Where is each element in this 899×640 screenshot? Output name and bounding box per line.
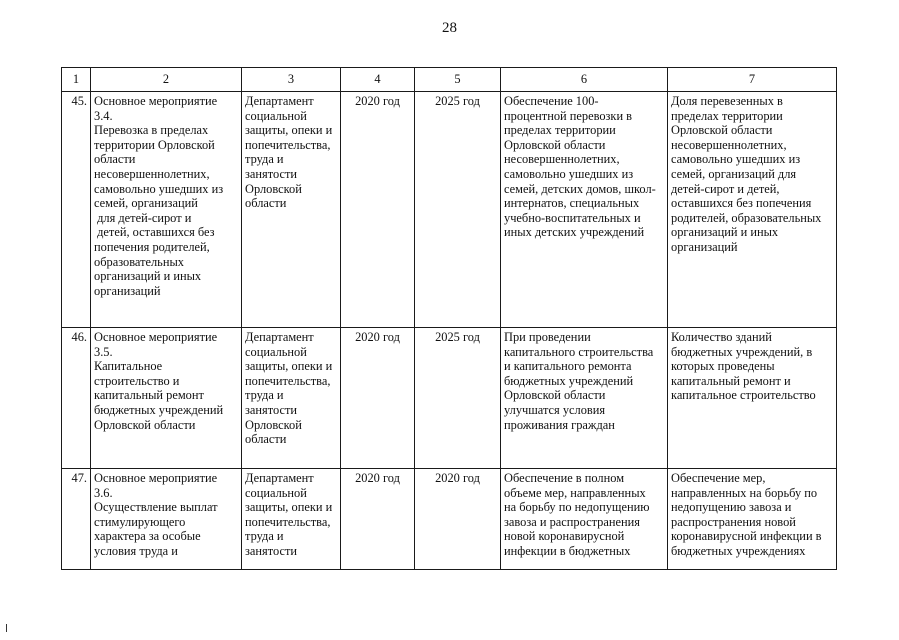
result-line: интернатов, специальных — [504, 196, 640, 211]
indicator-line: семей, организаций для — [671, 166, 797, 181]
row-number: 46. — [62, 328, 91, 469]
executor-line: области — [245, 196, 287, 211]
table-row — [62, 328, 837, 469]
measure-line: семей, организаций — [94, 196, 198, 211]
result-line: процентной перевозки в — [504, 108, 633, 123]
result-line: Орловской области — [504, 137, 606, 152]
result-line: Обеспечение в полном — [504, 471, 625, 485]
executor-line: Департамент — [245, 471, 314, 485]
indicator-line: пределах территории — [671, 108, 783, 123]
row-number: 45. — [62, 92, 91, 328]
measure-line: капитальный ремонт — [94, 388, 204, 403]
result-line: несовершеннолетних, — [504, 152, 620, 167]
measure-line: Перевозка в пределах — [94, 123, 209, 138]
result-line: завоза и распространения — [504, 514, 640, 529]
executor-line: защиты, опеки и — [245, 359, 333, 374]
executor-line: защиты, опеки и — [245, 123, 333, 138]
result-line: улучшатся условия — [504, 402, 606, 417]
column-header-3: 3 — [242, 68, 341, 92]
measure-cell — [91, 328, 242, 469]
indicator-line: распространения новой — [671, 514, 796, 529]
executor-line: социальной — [245, 344, 307, 359]
result-line: самовольно ушедших из — [504, 166, 634, 181]
measure-line: 3.4. — [94, 108, 113, 123]
measure-line: 3.5. — [94, 344, 113, 359]
indicator-line: которых проведены — [671, 359, 775, 374]
end-year: 2025 год — [415, 92, 501, 328]
executor-cell — [242, 92, 341, 328]
measure-line: организаций и иных — [94, 269, 202, 284]
start-year: 2020 год — [341, 328, 415, 469]
scan-margin-mark — [6, 624, 7, 632]
indicator-line: капитальное строительство — [671, 388, 816, 403]
result-line: Орловской области — [504, 388, 606, 403]
result-line: и капитального ремонта — [504, 359, 632, 374]
measure-line: несовершеннолетних, — [94, 166, 210, 181]
executor-cell — [242, 469, 341, 570]
measure-line: строительство и — [94, 373, 180, 388]
measure-line: детей, оставшихся без — [94, 225, 215, 240]
measure-line: попечения родителей, — [94, 239, 210, 254]
result-line: иных детских учреждений — [504, 225, 645, 240]
column-header-1: 1 — [62, 68, 91, 92]
measure-line: Осуществление выплат — [94, 500, 218, 515]
executor-line: труда и — [245, 152, 284, 167]
end-year: 2020 год — [415, 469, 501, 570]
start-year: 2020 год — [341, 469, 415, 570]
indicator-line: организаций — [671, 239, 738, 254]
result-line: новой коронавирусной — [504, 529, 625, 544]
executor-cell — [242, 328, 341, 469]
measure-line: Основное мероприятие — [94, 94, 218, 108]
executor-line: социальной — [245, 485, 307, 500]
table-row — [62, 92, 837, 328]
measure-line: для детей-сирот и — [94, 210, 192, 225]
result-line: бюджетных учреждений — [504, 373, 634, 388]
measure-line: самовольно ушедших из — [94, 181, 224, 196]
executor-line: попечительства, — [245, 514, 331, 529]
executor-line: защиты, опеки и — [245, 500, 333, 515]
measure-line: Орловской области — [94, 417, 196, 432]
measure-line: Капитальное — [94, 359, 163, 374]
executor-line: занятости — [245, 402, 298, 417]
result-line: семей, детских домов, школ- — [504, 181, 656, 196]
indicator-line: родителей, образовательных — [671, 210, 822, 225]
result-line: При проведении — [504, 330, 591, 344]
column-header-6: 6 — [501, 68, 668, 92]
executor-line: области — [245, 432, 287, 447]
column-header-5: 5 — [415, 68, 501, 92]
measure-line: условия труда и — [94, 543, 178, 558]
indicator-line: Количество зданий — [671, 330, 772, 344]
indicator-line: коронавирусной инфекции в — [671, 529, 822, 544]
column-header-7: 7 — [668, 68, 837, 92]
indicator-line: самовольно ушедших из — [671, 152, 801, 167]
indicator-line: детей-сирот и детей, — [671, 181, 780, 196]
executor-line: Орловской — [245, 181, 302, 196]
indicator-line: Орловской области — [671, 123, 773, 138]
indicator-line: недопущению завоза и — [671, 500, 792, 515]
executor-line: труда и — [245, 529, 284, 544]
result-line: инфекции в бюджетных — [504, 543, 631, 558]
program-measures-table — [61, 67, 837, 570]
column-header-4: 4 — [341, 68, 415, 92]
indicator-line: бюджетных учреждениях — [671, 543, 806, 558]
table-row — [62, 469, 837, 570]
indicator-line: Доля перевезенных в — [671, 94, 783, 108]
header-row — [62, 68, 837, 92]
measure-line: организаций — [94, 283, 161, 298]
result-line: на борьбу по недопущению — [504, 500, 650, 515]
page-number: 28 — [442, 20, 457, 36]
measure-line: территории Орловской — [94, 137, 215, 152]
result-line: пределах территории — [504, 123, 616, 138]
measure-line: 3.6. — [94, 485, 113, 500]
indicator-line: бюджетных учреждений, в — [671, 344, 813, 359]
indicator-line: организаций и иных — [671, 225, 779, 240]
indicator-line: направленных на борьбу по — [671, 485, 818, 500]
indicator-cell — [668, 92, 837, 328]
executor-line: попечительства, — [245, 373, 331, 388]
end-year: 2025 год — [415, 328, 501, 469]
column-header-2: 2 — [91, 68, 242, 92]
measure-line: Основное мероприятие — [94, 471, 218, 485]
measure-cell — [91, 92, 242, 328]
result-line: проживания граждан — [504, 417, 615, 432]
measure-line: области — [94, 152, 136, 167]
result-line: Обеспечение 100- — [504, 94, 599, 108]
result-line: капитального строительства — [504, 344, 654, 359]
executor-line: занятости — [245, 543, 298, 558]
indicator-line: капитальный ремонт и — [671, 373, 791, 388]
start-year: 2020 год — [341, 92, 415, 328]
executor-line: Департамент — [245, 94, 314, 108]
executor-line: попечительства, — [245, 137, 331, 152]
row-number: 47. — [62, 469, 91, 570]
executor-line: занятости — [245, 166, 298, 181]
measure-line: образовательных — [94, 254, 184, 269]
measure-line: бюджетных учреждений — [94, 402, 224, 417]
measure-cell — [91, 469, 242, 570]
executor-line: Орловской — [245, 417, 302, 432]
indicator-line: Обеспечение мер, — [671, 471, 766, 485]
indicator-cell — [668, 328, 837, 469]
indicator-cell — [668, 469, 837, 570]
measure-line: стимулирующего — [94, 514, 186, 529]
result-line: объеме мер, направленных — [504, 485, 646, 500]
executor-line: труда и — [245, 388, 284, 403]
result-cell — [501, 328, 668, 469]
result-line: учебно-воспитательных и — [504, 210, 641, 225]
measure-line: Основное мероприятие — [94, 330, 218, 344]
executor-line: социальной — [245, 108, 307, 123]
measure-line: характера за особые — [94, 529, 201, 544]
result-cell — [501, 92, 668, 328]
indicator-line: несовершеннолетних, — [671, 137, 787, 152]
indicator-line: оставшихся без попечения — [671, 196, 812, 211]
result-cell — [501, 469, 668, 570]
executor-line: Департамент — [245, 330, 314, 344]
